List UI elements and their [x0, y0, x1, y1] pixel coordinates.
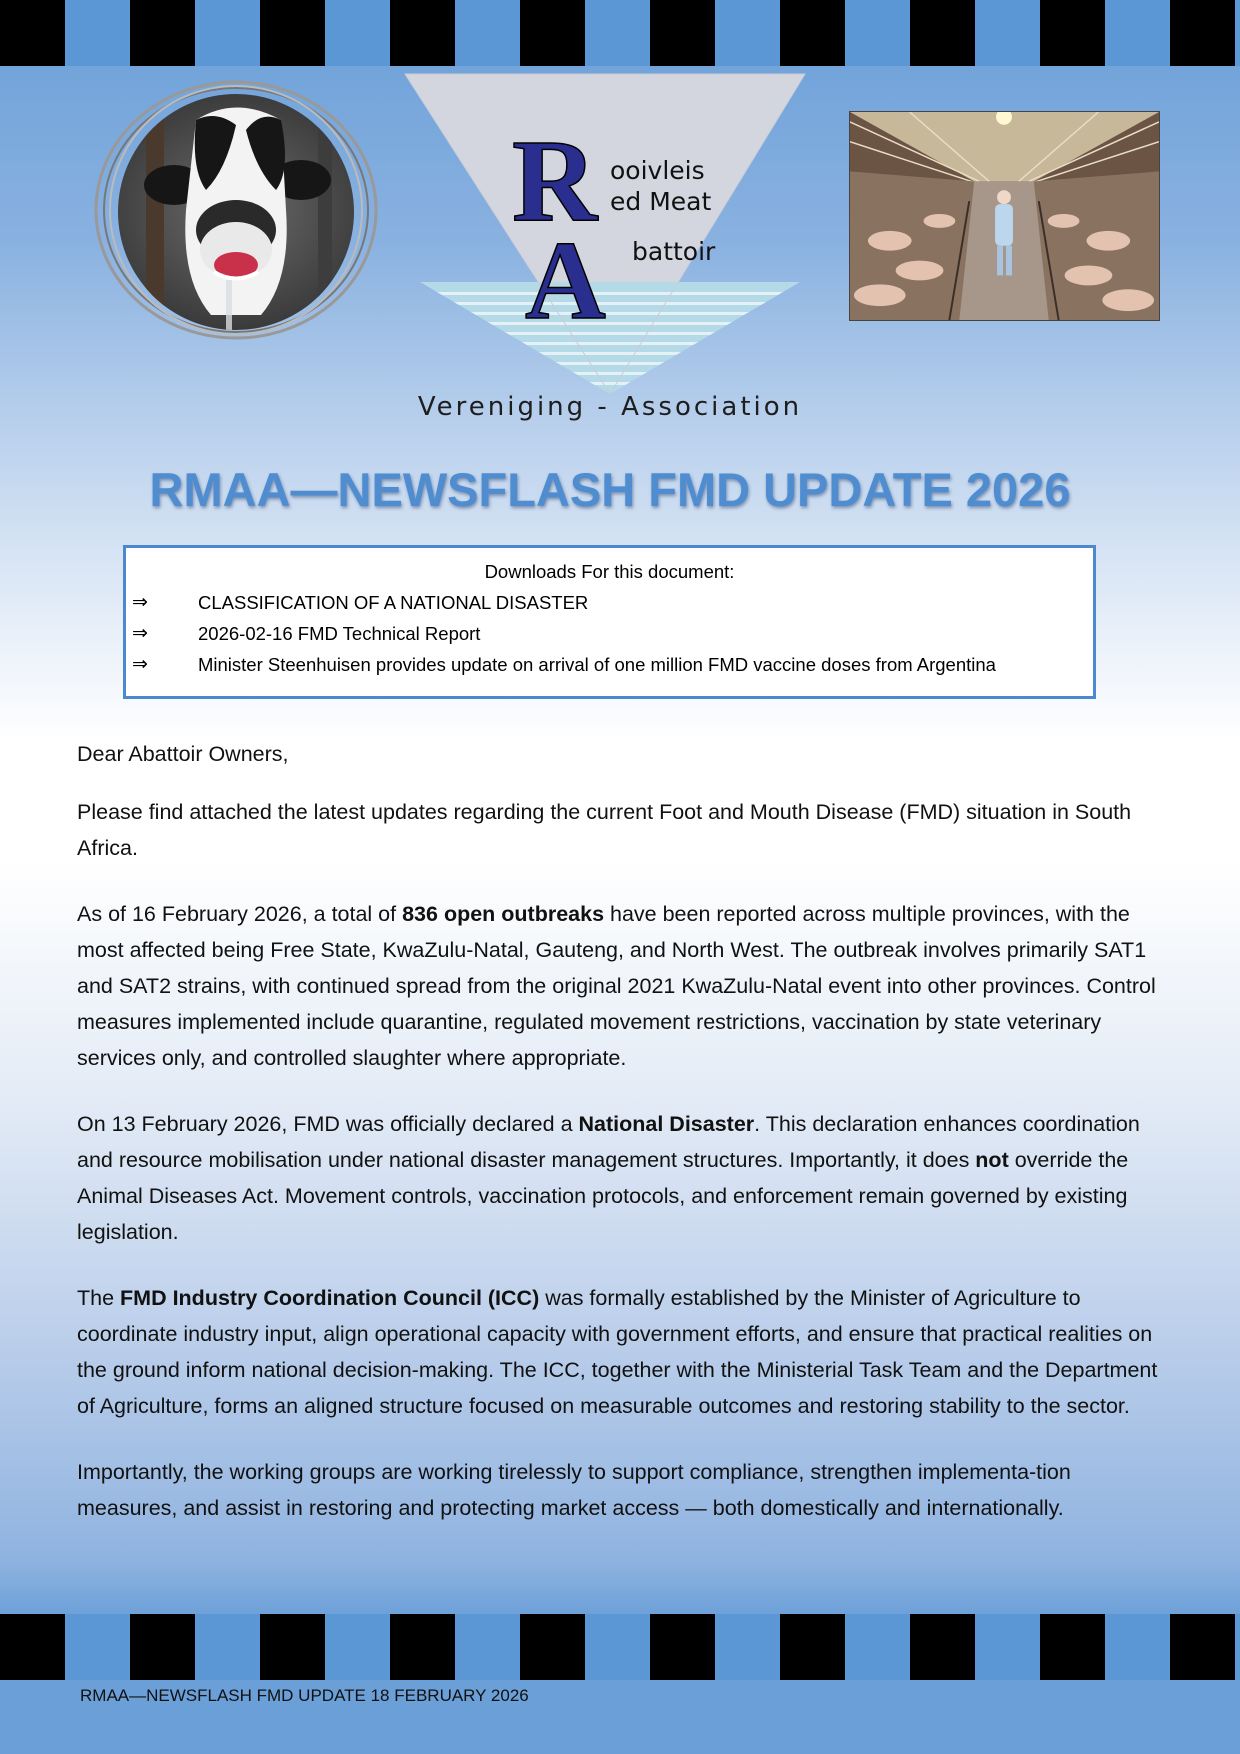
- download-item[interactable]: [126, 587, 1093, 618]
- download-link-technical-report[interactable]: 2026-02-16 FMD Technical Report: [198, 623, 481, 644]
- paragraph-icc: [77, 1280, 1167, 1424]
- downloads-box: [123, 545, 1096, 699]
- paragraph-national-disaster: [77, 1106, 1167, 1250]
- icc-emphasis: FMD Industry Coordination Council (ICC): [120, 1286, 540, 1310]
- logo-letter-r: R: [512, 115, 598, 246]
- paragraph-text: . This declaration enhances coordination and resource mobilisation under national disaster management structures. Importantly, it does: [77, 1112, 1140, 1172]
- download-item[interactable]: [126, 618, 1093, 649]
- bottom-checker-border: [0, 1614, 1240, 1680]
- paragraph-text: override the Animal Diseases Act. Movement controls, vaccination protocols, and enforcement remain governed by existing legislation.: [77, 1148, 1129, 1244]
- national-disaster-emphasis: National Disaster: [578, 1112, 755, 1136]
- paragraph-text: The: [77, 1286, 121, 1310]
- paragraph-text: have been reported across multiple provinces, with the most affected being Free State, KwaZulu-Natal, Gauteng, and North West. The outbreak involves primarily SAT1 and SAT2 strains, with continued spread from the original 2021 KwaZulu-Natal event into other provinces. Control measures implemented include quarantine, regulated movement restrictions, vaccination by state veterinary services only, and controlled slaughter where appropriate.: [77, 902, 1156, 1070]
- paragraph-text: was formally established by the Minister of Agriculture to coordinate industry input, align operational capacity with government efforts, and ensure that practical realities on the ground inform national decision-making. The ICC, together with the Ministerial Task Team and the Department of Agriculture, forms an aligned structure focused on measurable outcomes and restoring stability to the sector.: [77, 1286, 1158, 1418]
- footer-text: RMAA—NEWSFLASH FMD UPDATE 18 FEBRUARY 2026: [80, 1686, 529, 1705]
- download-link-minister-update[interactable]: Minister Steenhuisen provides update on arrival of one million FMD vaccine doses from Argentina: [198, 654, 996, 675]
- letter-body: [77, 736, 1167, 1556]
- downloads-heading: Downloads For this document:: [484, 561, 735, 582]
- paragraph-intro: Please find attached the latest updates regarding the current Foot and Mouth Disease (FMD) situation in South Africa.: [77, 800, 1132, 860]
- outbreak-count: 836 open outbreaks: [402, 902, 605, 926]
- not-emphasis: not: [975, 1148, 1009, 1172]
- letter-greeting: Dear Abattoir Owners,: [77, 742, 289, 766]
- logo-word-rooivleis: ooivleis: [610, 156, 705, 185]
- logo-word-abattoir: battoir: [632, 237, 716, 266]
- download-link-national-disaster[interactable]: CLASSIFICATION OF A NATIONAL DISASTER: [198, 592, 589, 613]
- logo-letter-a: A: [525, 219, 606, 343]
- paragraph-text: As of 16 February 2026, a total of: [77, 902, 403, 926]
- double-arrow-icon: ⇒: [132, 591, 148, 613]
- rmaa-logo: [400, 72, 820, 432]
- cow-photo: [86, 80, 386, 340]
- logo-word-red-meat: ed Meat: [610, 187, 712, 216]
- logo-tagline: Vereniging - Association: [417, 392, 803, 422]
- paragraph-outbreaks: [77, 896, 1167, 1076]
- paragraph-text: On 13 February 2026, FMD was officially declared a: [77, 1112, 579, 1136]
- page-title: RMAA—NEWSFLASH FMD UPDATE 2026: [149, 463, 1071, 516]
- download-item[interactable]: [126, 649, 1093, 680]
- top-checker-border: [0, 0, 1240, 66]
- double-arrow-icon: ⇒: [132, 622, 148, 644]
- double-arrow-icon: ⇒: [132, 653, 148, 675]
- pig-barn-photo: [849, 111, 1160, 321]
- paragraph-working-groups: Importantly, the working groups are working tirelessly to support compliance, strengthen implementa-tion measures, and assist in restoring and protecting market access — both domestically and internationally.: [77, 1460, 1071, 1520]
